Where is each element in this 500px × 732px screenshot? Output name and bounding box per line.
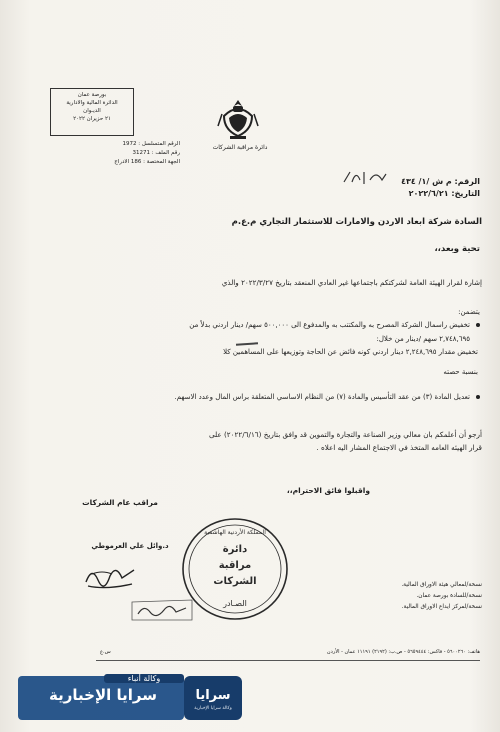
footer-text: هاتف: ٥٦٠٠٢٦٠ - فاكس: ٥٦٥٩٤٤٤ - ص.ب: (٢١٩٢) ١١١٩١ عمان - الأردن — [326, 649, 480, 655]
seal-line: الشركات — [213, 576, 257, 587]
watermark-logo-subtitle: وكالة سرايا الإخبارية — [194, 706, 232, 711]
department-name: دائرة مراقبة الشركات — [212, 144, 268, 151]
registry-meta — [50, 140, 180, 167]
item-line: تعديل المادة (٣) من عقد التأسيس والمادة (٧) من النظام الاساسي المتعلقة براس المال وعدد الاسهم. — [174, 393, 470, 401]
signer-name: د.وائل علي العرموطي — [91, 542, 169, 550]
regards: واقبلوا فائق الاحترام،، — [286, 486, 370, 495]
signature-icon — [82, 556, 140, 594]
reference-block — [380, 176, 480, 200]
bullet-icon — [476, 323, 480, 327]
footer-contact — [100, 648, 480, 656]
closing-line: قرار الهيئه العامه المتخذ في الاجتماع المشار اليه اعلاه . — [316, 443, 482, 452]
includes-label: يتضمن: — [458, 308, 480, 316]
list-item — [92, 390, 470, 404]
stamp-box-line: بورصة عمان — [77, 92, 107, 98]
list-item — [92, 318, 470, 346]
cc-item: نسخة/لمعالي هيئة الاوراق المالية. — [401, 582, 482, 588]
cc-item: نسخة/لمركز ايداع الاوراق المالية. — [401, 604, 482, 610]
footer-divider — [96, 660, 480, 661]
greeting: تحية وبعد،، — [434, 244, 480, 254]
closing-paragraph — [100, 428, 482, 454]
closing-line: أرجو أن أعلمكم بان معالي وزير الصناعة والتجارة والتموين قد وافق بتاريخ (٢٠٢٢/٦/١٦) على — [209, 430, 482, 439]
serial-number: الرقم المتسلسل : 1972 — [122, 141, 180, 147]
stamp-box-line: الدائرة المالية والادارية — [66, 100, 118, 106]
addressee: السادة شركة ابعاد الاردن والامارات للاستثمار التجاري م.ع.م — [231, 217, 482, 227]
file-number: رقم الملف : 31271 — [132, 150, 180, 156]
letter-date: التاريخ: ٢٠٢٢/٦/٢١ — [408, 189, 480, 198]
body-paragraph: إشارة لقرار الهيئة العامة لشركتكم باجتماعها غير العادي المنعقد بتاريخ ٢٠٢٢/٣/٢٧ والذي — [221, 278, 482, 287]
received-stamp-box — [50, 88, 134, 136]
destination: الجهة المختصة : 186 الادراج — [114, 159, 180, 165]
jordan-emblem-icon — [216, 96, 260, 142]
official-seal — [180, 516, 290, 622]
stamp-box-line: ٢١ حزيران ٢٠٢٢ — [73, 116, 111, 122]
seal-arc-text: المملكة الأردنية الهاشمية — [204, 529, 266, 536]
watermark-agency-name: سرايا الإخبارية — [49, 686, 157, 704]
watermark-top-text: وكالة أنباء — [104, 674, 184, 683]
signer-title: مراقب عام الشركات — [82, 498, 158, 507]
item-line: بنسبة حصته — [443, 368, 478, 376]
item-line: تخفيض راسمال الشركة المصرح به والمكتتب به والمدفوع الى ٥٠٠,٠٠٠ سهم/ دينار اردني بدلاً من — [189, 321, 470, 329]
seal-line: دائرة — [222, 544, 248, 555]
cc-list — [322, 580, 482, 613]
cc-item: نسخة/للسادة بورصة عمان. — [416, 593, 482, 599]
seal-line: الصـادر — [223, 599, 247, 608]
reference-number: الرقم: م ش /١/ ٤٣٤ — [401, 177, 480, 186]
item-line: ٢,٧٤٨,٦٩٥ سهم /دينار من خلال: — [376, 335, 470, 343]
list-item — [92, 345, 478, 379]
footer-mark: س.ع — [100, 649, 111, 655]
seal-line: مراقبة — [218, 560, 252, 571]
stamp-box-line: الديـوان — [83, 108, 101, 114]
item-line: تخفيض مقدار ٢,٢٤٨,٦٩٥ دينار اردني كونه فائض عن الحاجة وتوزيعها على المساهمين كلا — [223, 348, 478, 356]
watermark-logo-text: سرايا — [195, 688, 231, 703]
bullet-icon — [476, 395, 480, 399]
